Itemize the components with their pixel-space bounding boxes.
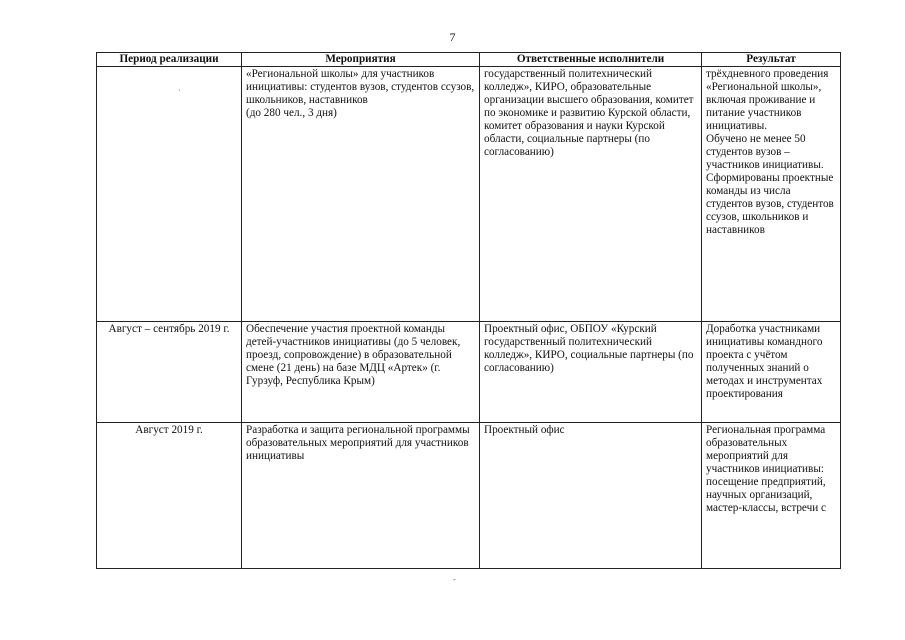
header-period: Период реализации [97,53,242,67]
table-row [97,322,841,423]
cell-activity: Обеспечение участия проектной команды детей-участников инициативы (до 5 человек, проезд, сопровождение) в образовательной смене (21 день) на базе МДЦ «Артек» (г. Гурзуф, Республика Крым) [242,322,480,423]
table-row [97,423,841,569]
cell-activity: Разработка и защита региональной программы образовательных мероприятий для участников инициативы [242,423,480,569]
table-row [97,67,841,322]
header-activities: Мероприятия [242,53,480,67]
cell-result: трёхдневного проведения «Региональной школы», включая проживание и питание участников инициативы. Обучено не менее 50 студентов вузов – участников инициативы. Сформированы проектные команды из числа студентов вузов, студентов ссузов, школьников и наставников [702,67,841,322]
cell-period: Август – сентябрь 2019 г. [97,322,242,423]
cell-executors: Проектный офис, ОБПОУ «Курский государственный политехнический колледж», КИРО, социальные партнеры (по согласованию) [480,322,702,423]
page-number: 7 [449,30,456,44]
cell-activity: «Региональной школы» для участников инициативы: студентов вузов, студентов ссузов, школьников, наставников (до 280 чел., 3 дня) [242,67,480,322]
cell-result: Региональная программа образовательных мероприятий для участников инициативы: посещение предприятий, научных организаций, мастер-классы, встречи с [702,423,841,569]
cell-result: Доработка участниками инициативы командного проекта с учётом полученных знаний о методах и инструментах проектирования [702,322,841,423]
header-executors: Ответственные исполнители [480,53,702,67]
cell-period [97,67,242,322]
activity-plan-table [96,52,841,569]
scan-speck: · [178,86,181,95]
table-header-row [97,53,841,67]
cell-executors: государственный политехнический колледж», КИРО, образовательные организации высшего образования, комитет по экономике и развитию Курской области, комитет образования и науки Курской области, социальные партнеры (по согласованию) [480,67,702,322]
scan-speck: - [453,575,456,584]
cell-period: Август 2019 г. [97,423,242,569]
cell-executors: Проектный офис [480,423,702,569]
header-result: Результат [702,53,841,67]
